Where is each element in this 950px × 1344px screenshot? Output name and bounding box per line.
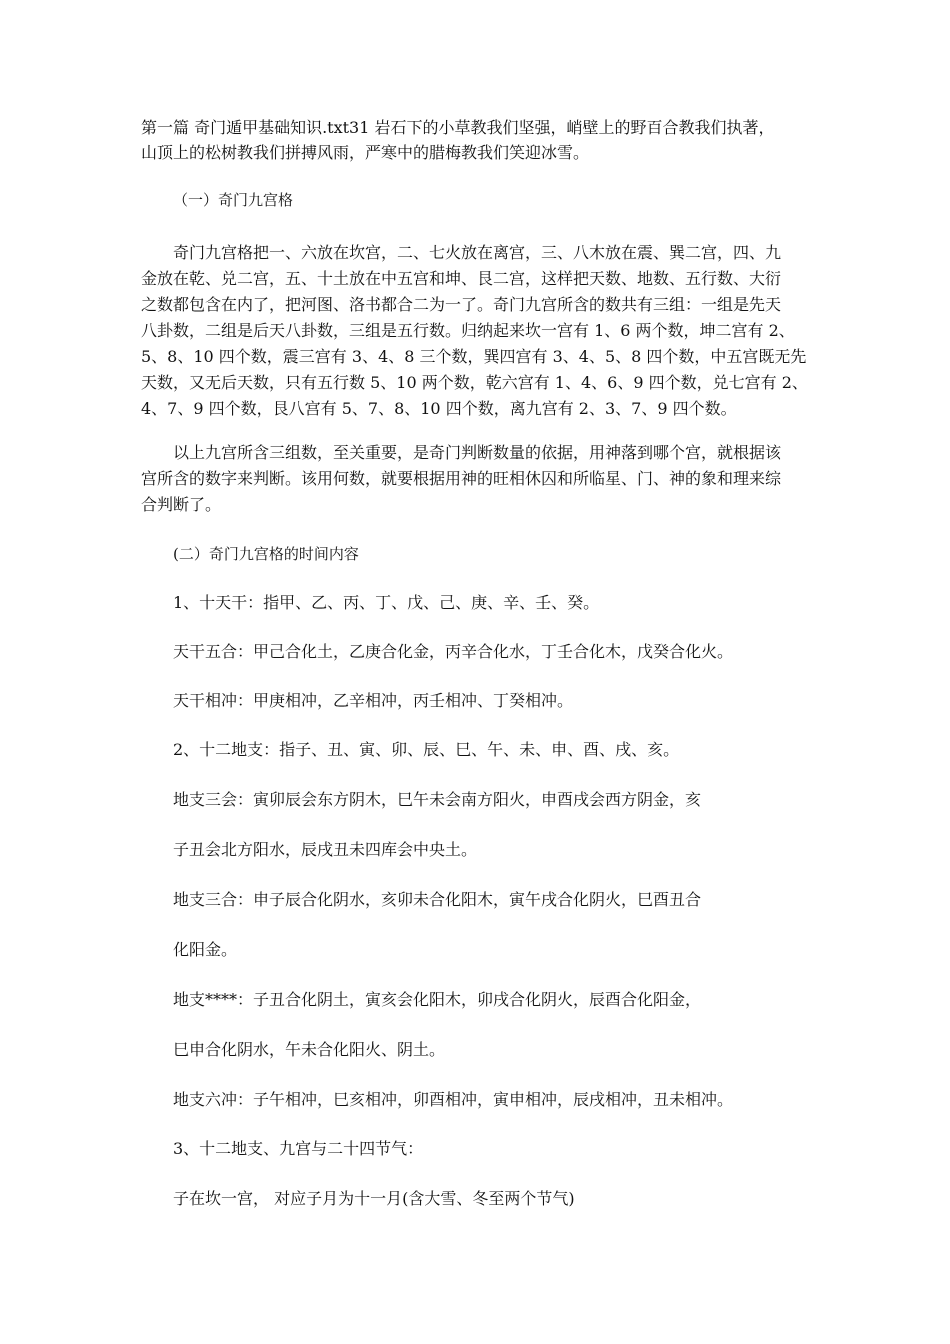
- section-heading-1: （一）奇门九宫格: [173, 191, 294, 209]
- paragraph-line: 八卦数，二组是后天八卦数，三组是五行数。归纳起来坎一宫有 1、6 两个数，坤二宫有 2、: [141, 321, 795, 340]
- list-item: 地支****：子丑合化阴土，寅亥会化阳木，卯戌合化阴火，辰酉合化阳金，: [173, 990, 702, 1009]
- list-item: 子丑会北方阳水，辰戌丑未四库会中央土。: [173, 840, 478, 859]
- list-item: 化阳金。: [173, 940, 238, 959]
- list-item: 地支三合：申子辰合化阴水，亥卯未合化阳木，寅午戌合化阴火，巳酉丑合: [173, 890, 702, 909]
- list-item: 巳申合化阴水，午未合化阳火、阴土。: [173, 1040, 446, 1059]
- paragraph-line: 5、8、10 四个数，震三宫有 3、4、8 三个数，巽四宫有 3、4、5、8 四个数，中五宫既无先: [141, 347, 807, 366]
- list-item: 3、十二地支、九宫与二十四节气：: [173, 1139, 424, 1158]
- paragraph-2: [141, 440, 821, 518]
- paragraph-line: 之数都包含在内了，把河图、洛书都合二为一了。奇门九宫所含的数共有三组：一组是先天: [141, 295, 782, 314]
- paragraph-line: 奇门九宫格把一、六放在坎宫，二、七火放在离宫，三、八木放在震、巽二宫，四、九: [173, 243, 782, 262]
- list-item: 1、十天干：指甲、乙、丙、丁、戊、己、庚、辛、壬、癸。: [173, 593, 600, 612]
- paragraph-line: 宫所含的数字来判断。该用何数，就要根据用神的旺相休囚和所临星、门、神的象和理来综: [141, 469, 782, 488]
- intro-paragraph: [141, 115, 821, 165]
- intro-line: 第一篇 奇门遁甲基础知识.txt31 岩石下的小草教我们坚强，峭壁上的野百合教我们执著，: [141, 118, 775, 137]
- paragraph-line: 金放在乾、兑二宫，五、十土放在中五宫和坤、艮二宫，这样把天数、地数、五行数、大衍: [141, 269, 782, 288]
- paragraph-line: 4、7、9 四个数，艮八宫有 5、7、8、10 四个数，离九宫有 2、3、7、9 四个数。: [141, 399, 737, 418]
- paragraph-line: 合判断了。: [141, 495, 222, 514]
- list-item: 子在坎一宫， 对应子月为十一月(含大雪、冬至两个节气): [173, 1189, 575, 1208]
- list-item: 天干相冲：甲庚相冲，乙辛相冲，丙壬相冲、丁癸相冲。: [173, 691, 574, 710]
- intro-line: 山顶上的松树教我们拼搏风雨，严寒中的腊梅教我们笑迎冰雪。: [141, 143, 590, 162]
- list-item: 天干五合：甲己合化土，乙庚合化金，丙辛合化水，丁壬合化木，戊癸合化火。: [173, 642, 734, 661]
- list-item: 2、十二地支：指子、丑、寅、卯、辰、巳、午、未、申、酉、戌、亥。: [173, 740, 680, 759]
- list-item: 地支六冲：子午相冲，巳亥相冲，卯酉相冲，寅申相冲，辰戌相冲，丑未相冲。: [173, 1090, 734, 1109]
- paragraph-line: 天数，又无后天数，只有五行数 5、10 两个数，乾六宫有 1、4、6、9 四个数，兑七宫有 2、: [141, 373, 808, 392]
- section-heading-2: (二）奇门九宫格的时间内容: [173, 545, 359, 563]
- paragraph-line: 以上九宫所含三组数，至关重要，是奇门判断数量的依据，用神落到哪个宫，就根据该: [173, 443, 782, 462]
- list-item: 地支三会：寅卯辰会东方阴木，巳午未会南方阳火，申酉戌会西方阴金，亥: [173, 790, 702, 809]
- paragraph-1: [141, 240, 821, 422]
